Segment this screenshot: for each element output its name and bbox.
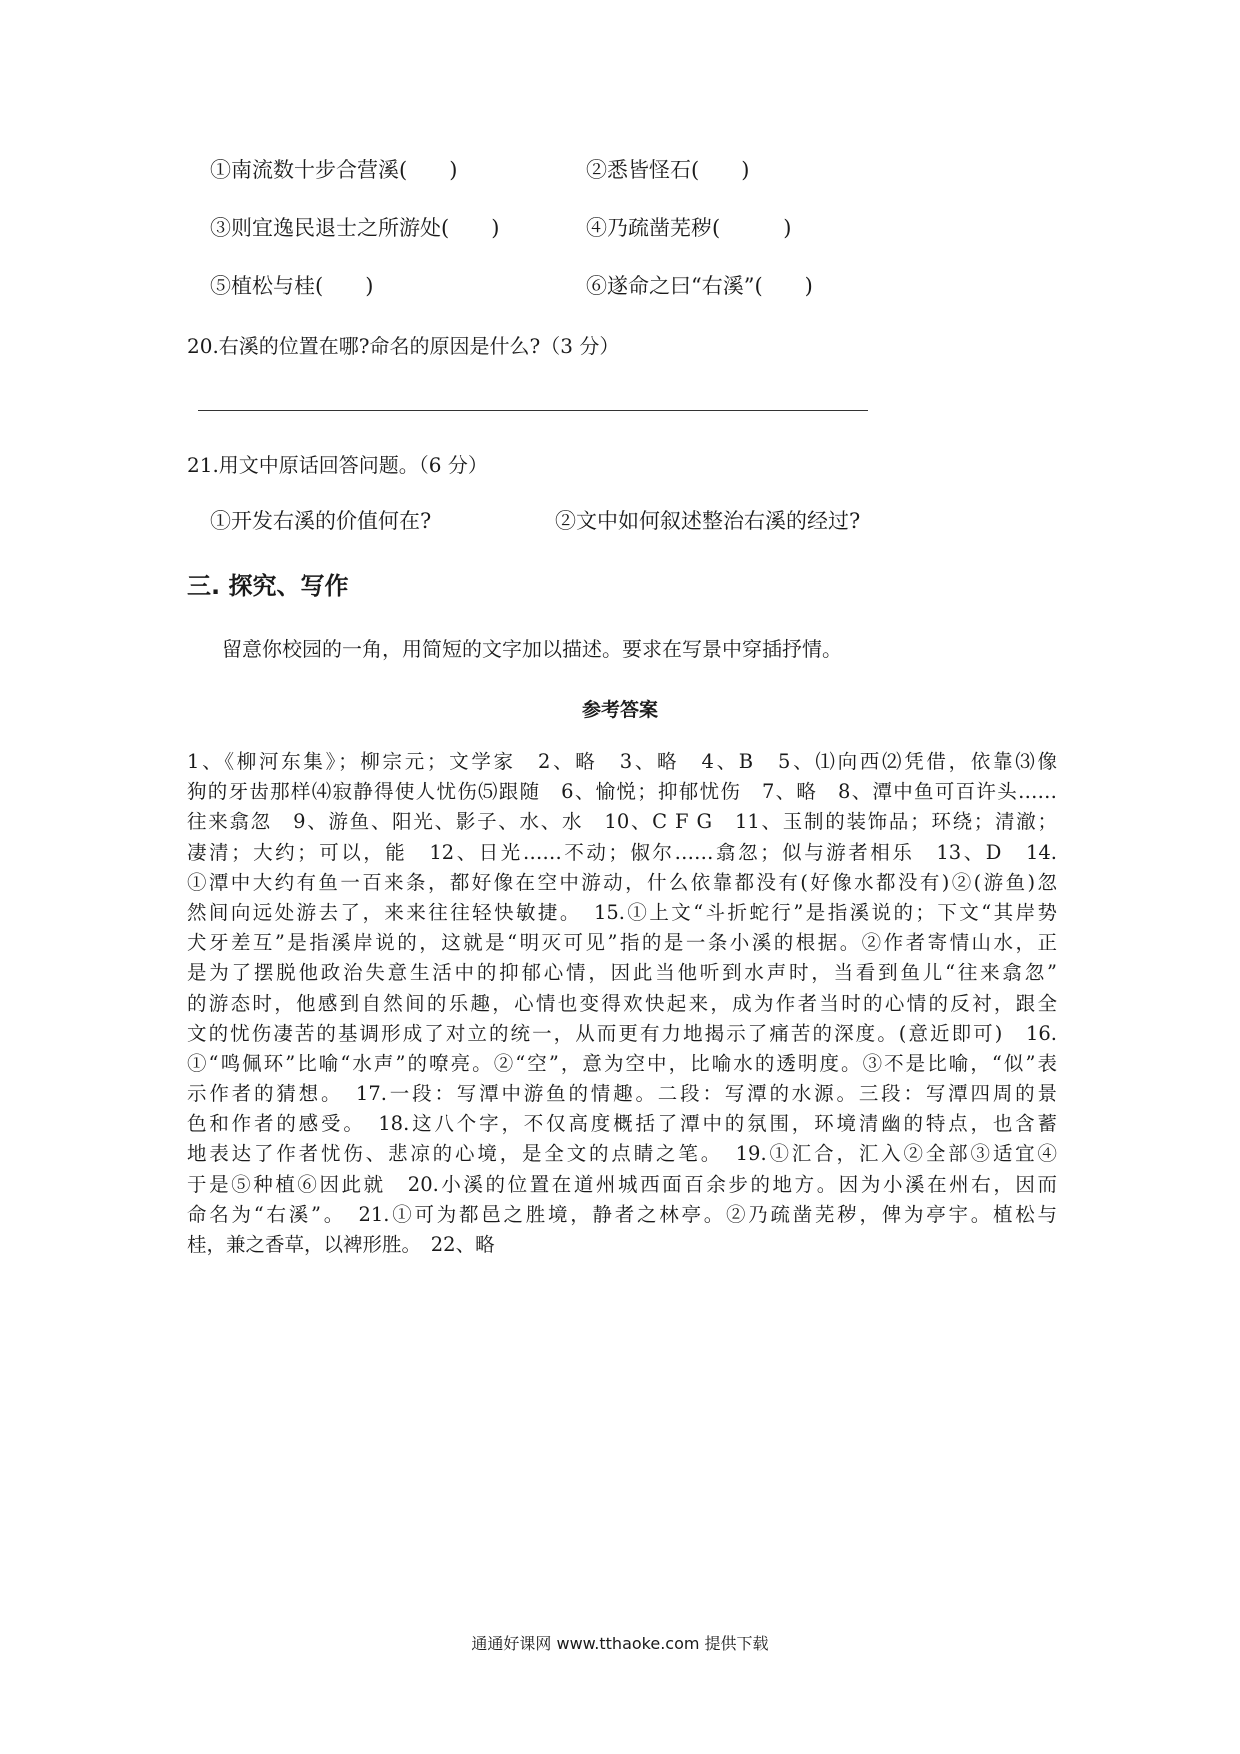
- answers-body: [187, 747, 1057, 1260]
- answer-line-13: 色和作者的感受。 18.这八个字，不仅高度概括了潭中的氛围，环境清幽的特点，也含蓄: [187, 1112, 1057, 1136]
- answer-line-11: ①“鸣佩环”比喻“水声”的嘹亮。②“空”，意为空中，比喻水的透明度。③不是比喻，“似”表: [187, 1051, 1057, 1075]
- answer-line-14: 地表达了作者忧伤、悲凉的心境，是全文的点睛之笔。 19.①汇合，汇入②全部③适宜④: [187, 1142, 1057, 1166]
- answer-line-2: 狗的牙齿那样⑷寂静得使人忧伤⑸跟随 6、愉悦；抑郁忧伤 7、略 8、潭中鱼可百许头……: [187, 780, 1057, 804]
- section-3-task: 留意你校园的一角，用简短的文字加以描述。要求在写景中穿插抒情。: [222, 637, 842, 661]
- q19-item-5: ⑤植松与桂( ): [210, 274, 374, 298]
- answer-line-4: 凄清；大约；可以，能 12、日光……不动；俶尔……翕忽；似与游者相乐 13、D 14.: [187, 840, 1057, 864]
- answer-line-16: 命名为“右溪”。 21.①可为都邑之胜境，静者之林亭。②乃疏凿芜秽，俾为亭宇。植松与: [187, 1202, 1057, 1226]
- q21-item-1: ①开发右溪的价值何在?: [210, 509, 432, 533]
- answer-line-6: 然间向远处游去了，来来往往轻快敏捷。 15.①上文“斗折蛇行”是指溪说的；下文“其岸势: [187, 900, 1057, 924]
- q19-item-4: ④乃疏凿芜秽( ): [586, 216, 792, 240]
- question-20: 20.右溪的位置在哪?命名的原因是什么?（3 分）: [187, 334, 620, 358]
- answer-line-5: ①潭中大约有鱼一百来条，都好像在空中游动，什么依靠都没有(好像水都没有)②(游鱼)忽: [187, 870, 1057, 894]
- answer-line-9: 的游态时，他感到自然间的乐趣，心情也变得欢快起来，成为作者当时的心情的反衬，跟全: [187, 991, 1057, 1015]
- answer-line-10: 文的忧伤凄苦的基调形成了对立的统一，从而更有力地揭示了痛苦的深度。(意近即可) 16.: [187, 1021, 1057, 1045]
- answer-line-1: 1、《柳河东集》；柳宗元；文学家 2、略 3、略 4、B 5、⑴向西⑵凭借，依靠⑶像: [187, 750, 1057, 773]
- answer-line: [198, 410, 868, 411]
- answer-line-15: 于是⑤种植⑥因此就 20.小溪的位置在道州城西面百余步的地方。因为小溪在州右，因而: [187, 1172, 1057, 1196]
- section-3-title: 三. 探究、写作: [187, 572, 349, 600]
- q19-item-2: ②悉皆怪石( ): [586, 158, 750, 182]
- answer-line-12: 示作者的猜想。 17.一段：写潭中游鱼的情趣。二段：写潭的水源。三段：写潭四周的景: [187, 1082, 1057, 1106]
- answer-line-3: 往来翕忽 9、游鱼、阳光、影子、水、水 10、C F G 11、玉制的装饰品；环绕；清澈；: [187, 810, 1057, 834]
- answer-line-7: 犬牙差互”是指溪岸说的，这就是“明灭可见”指的是一条小溪的根据。②作者寄情山水，正: [187, 931, 1057, 955]
- q19-item-1: ①南流数十步合营溪( ): [210, 158, 458, 182]
- footer-credit: 通通好课网 www.tthaoke.com 提供下载: [471, 1634, 769, 1653]
- question-21: 21.用文中原话回答问题。（6 分）: [187, 453, 488, 477]
- answers-title: 参考答案: [581, 699, 658, 721]
- answer-line-8: 是为了摆脱他政治失意生活中的抑郁心情，因此当他听到水声时，当看到鱼儿“往来翕忽”: [187, 961, 1057, 985]
- answer-line-17: 桂，兼之香草，以裨形胜。 22、略: [187, 1233, 495, 1256]
- q19-item-6: ⑥遂命之曰“右溪”( ): [586, 274, 813, 298]
- q19-item-3: ③则宜逸民退士之所游处( ): [210, 216, 500, 240]
- q21-item-2: ②文中如何叙述整治右溪的经过?: [555, 509, 861, 533]
